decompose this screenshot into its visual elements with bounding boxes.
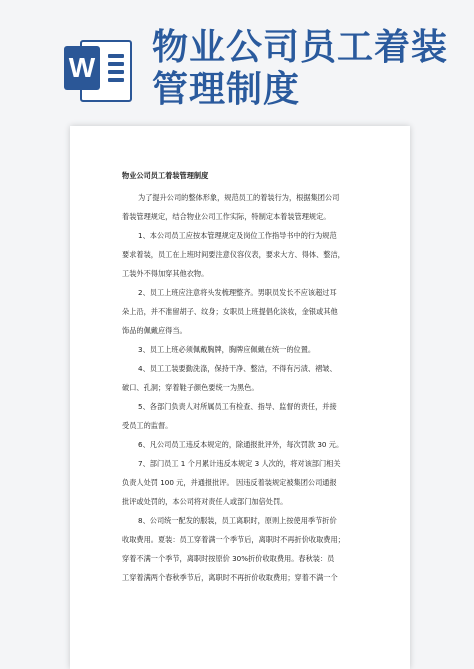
document-line: 8、公司统一配发的服装，员工离职时，原则上按使用季节折价 <box>138 516 337 525</box>
document-line: 工装外不得加穿其他衣物。 <box>122 269 209 278</box>
document-line: 负责人处罚 100 元，并通报批评。 因违反着装规定被集团公司通报 <box>122 478 337 487</box>
document-title: 物业公司员工着装管理制度 <box>122 171 209 180</box>
document-page <box>70 126 410 669</box>
document-line: 饰品的佩戴应得当。 <box>122 326 187 335</box>
document-line: 工穿着满两个春秋季节后，离职时不再折价收取费用；穿着不满一个 <box>122 573 338 582</box>
document-line: 为了提升公司的整体形象，规范员工的着装行为，根据集团公司 <box>138 193 340 202</box>
document-line: 受员工的监督。 <box>122 421 173 430</box>
header-banner <box>0 0 474 110</box>
word-icon <box>62 34 132 102</box>
word-letter: W <box>64 46 100 90</box>
document-line: 5、各部门负责人对所属员工有检查、指导、监督的责任，并接 <box>138 402 337 411</box>
document-line: 6、凡公司员工违反本规定的，除通报批评外，每次罚款 30 元。 <box>138 440 344 449</box>
document-line: 批评或处罚的，本公司将对责任人或部门加倍处罚。 <box>122 497 288 506</box>
document-body <box>122 170 380 587</box>
document-line: 3、员工上班必须佩戴胸牌，胸牌应佩戴在统一的位置。 <box>138 345 316 354</box>
document-line: 着装管理规定，结合物业公司工作实际，特制定本着装管理规定。 <box>122 212 331 221</box>
document-line: 1、本公司员工应按本管理规定及岗位工作指导书中的行为规范 <box>138 231 337 240</box>
document-line: 2、员工上班应注意将头发梳理整齐。男职员发长不应该超过耳 <box>138 288 337 297</box>
document-line: 7、部门员工 1 个月累计违反本规定 3 人次的，将对该部门相关 <box>138 459 341 468</box>
document-line: 朵上沿，并不准留胡子、纹身；女职员上班提倡化淡妆，金银或其他 <box>122 307 338 316</box>
document-line: 收取费用。夏装：员工穿着满一个季节后，离职时不再折价收取费用； <box>122 535 345 544</box>
document-line: 穿着不满一个季节，离职时按原价 30%折价收取费用。春秋装：员 <box>122 554 335 563</box>
page-title-line1: 物业公司员工着装 <box>152 27 449 68</box>
page-title-line2: 管理制度 <box>152 69 301 110</box>
document-line: 4、员工工装要勤洗涤，保持干净、整洁，不得有污渍、褶皱、 <box>138 364 337 373</box>
document-line: 要求着装，员工在上班时间要注意仪容仪表，要求大方、得体、整洁， <box>122 250 345 259</box>
document-line: 破口、孔洞；穿着鞋子颜色要统一为黑色。 <box>122 383 259 392</box>
